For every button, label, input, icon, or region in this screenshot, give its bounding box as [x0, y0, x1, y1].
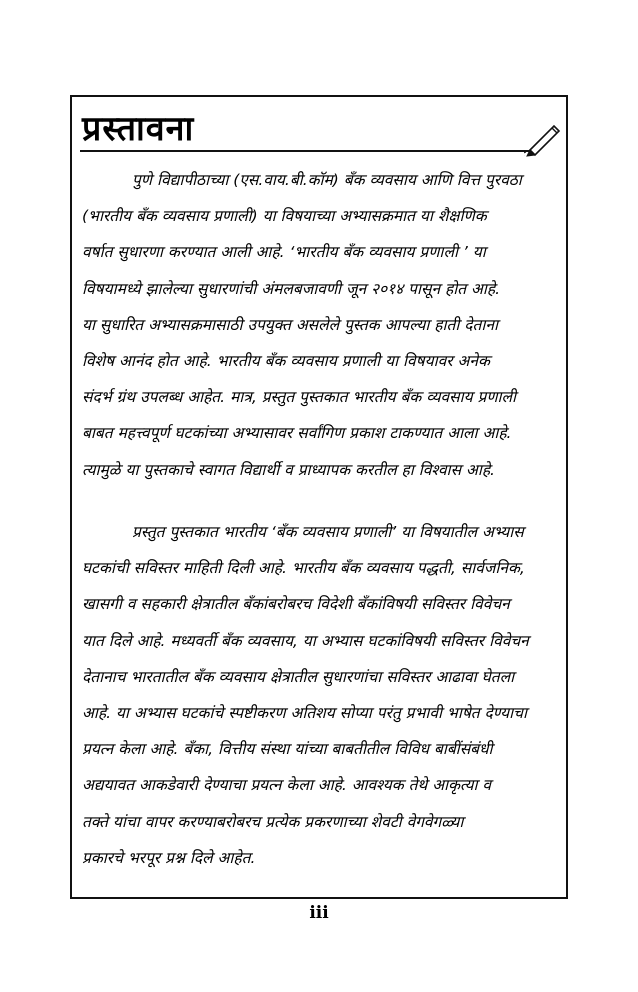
page-title: प्रस्तावना [82, 109, 195, 149]
paragraph-line: अद्ययावत आकडेवारी देण्याचा प्रयत्न केला आहे. आवश्यक तेथे आकृत्या व [82, 776, 492, 795]
paragraph-line: प्रयत्न केला आहे. बँका, वित्तीय संस्था यांच्या बाबतीतील विविध बाबींसंबंधी [82, 740, 493, 759]
page-number: iii [309, 903, 329, 923]
paragraph-line: विषयामध्ये झालेल्या सुधारणांची अंमलबजावणी जून २०१४ पासून होत आहे. [82, 279, 501, 298]
paragraph-line: या सुधारित अभ्यासक्रमासाठी उपयुक्त असलेले पुस्तक आपल्या हाती देताना [82, 315, 498, 334]
paragraph-line: वर्षात सुधारणा करण्यात आली आहे. ‘भारतीय बँक व्यवसाय प्रणाली ’ या [82, 243, 486, 262]
paragraph-line: खासगी व सहकारी क्षेत्रातील बँकांबरोबरच विदेशी बँकांविषयी सविस्तर विवेचन [82, 595, 510, 614]
paragraph-line: प्रस्तुत पुस्तकात भारतीय ‘बँक व्यवसाय प्रणाली’ या विषयातील अभ्यास [132, 523, 524, 541]
paragraph-line: यात दिले आहे. मध्यवर्ती बँक व्यवसाय, या अभ्यास घटकांविषयी सविस्तर विवेचन [82, 631, 529, 650]
pen-icon [524, 118, 564, 158]
paragraph-line: (भारतीय बँक व्यवसाय प्रणाली) या विषयाच्या अभ्यासक्रमात या शैक्षणिक [82, 207, 487, 226]
paragraph-line: घटकांची सविस्तर माहिती दिली आहे. भारतीय बँक व्यवसाय पद्धती, सार्वजनिक, [82, 559, 525, 578]
paragraph-line: बाबत महत्त्वपूर्ण घटकांच्या अभ्यासावर सर्वांगिण प्रकाश टाकण्यात आला आहे. [82, 424, 512, 443]
paragraph-line: विशेष आनंद होत आहे. भारतीय बँक व्यवसाय प्रणाली या विषयावर अनेक [82, 352, 490, 370]
paragraph-line: तक्ते यांचा वापर करण्याबरोबरच प्रत्येक प्रकरणाच्या शेवटी वेगवेगळ्या [82, 812, 464, 831]
paragraph-line: देतानाच भारतातील बँक व्यवसाय क्षेत्रातील सुधारणांचा सविस्तर आढावा घेतला [82, 667, 515, 686]
paragraph-line: पुणे विद्यापीठाच्या (एस.वाय.बी.कॉम) बँक व्यवसाय आणि वित्त पुरवठा [132, 171, 522, 189]
paragraph-line: प्रकारचे भरपूर प्रश्न दिले आहेत. [82, 848, 256, 867]
title-underline [80, 150, 532, 152]
paragraph-line: त्यामुळे या पुस्तकाचे स्वागत विद्यार्थी व प्राध्यापक करतील हा विश्वास आहे. [82, 460, 495, 479]
paragraph-line: संदर्भ ग्रंथ उपलब्ध आहेत. मात्र, प्रस्तुत पुस्तकात भारतीय बँक व्यवसाय प्रणाली [82, 388, 517, 407]
paragraph-line: आहे. या अभ्यास घटकांचे स्पष्टीकरण अतिशय सोप्या परंतु प्रभावी भाषेत देण्याचा [82, 704, 528, 722]
